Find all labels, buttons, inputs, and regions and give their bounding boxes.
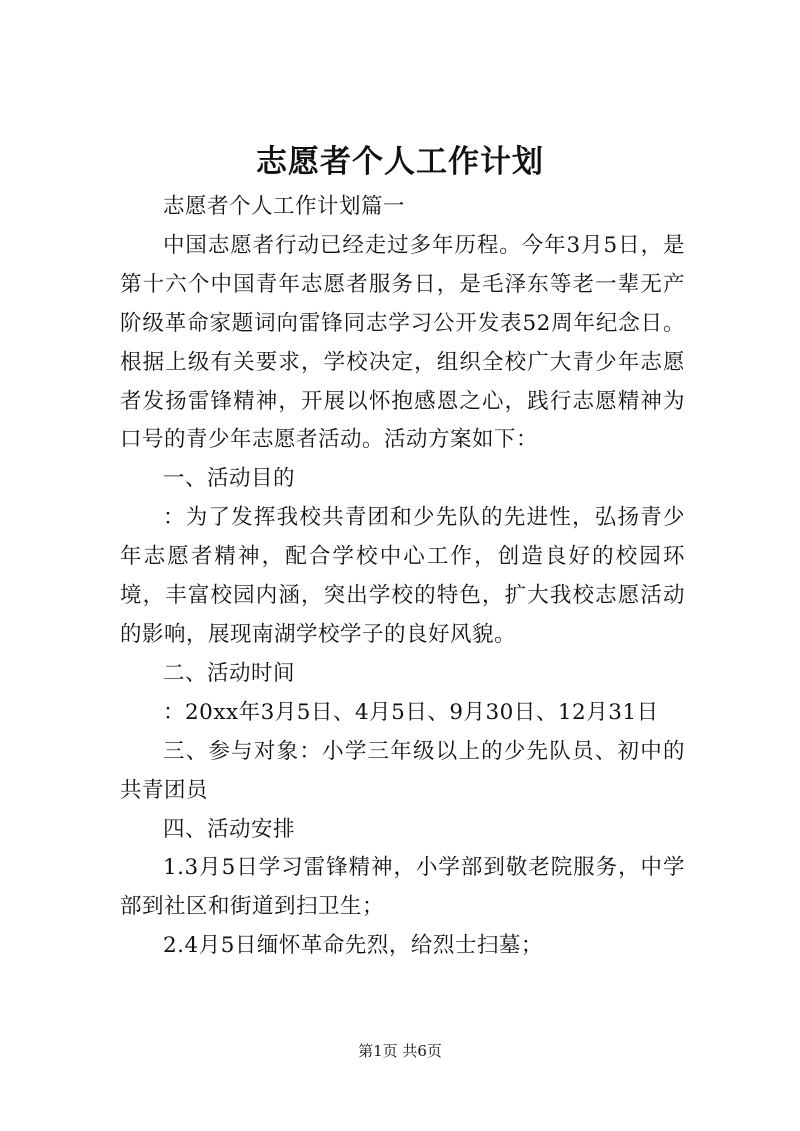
purpose-heading: 一、活动目的 <box>163 466 296 492</box>
purpose-paragraph: ：为了发挥我校共青团和少先队的先进性，弘扬青少年志愿者精神，配合学校中心工作，创造良好的校园环境，丰富校园内涵，突出学校的特色，扩大我校志愿活动的影响，展现南湖学校学子的良好风貌。 <box>120 505 685 647</box>
section-heading: 志愿者个人工作计划篇一 <box>163 194 406 219</box>
arrangement-heading: 四、活动安排 <box>163 816 296 842</box>
intro-paragraph: 中国志愿者行动已经走过多年历程。今年3月5日，是第十六个中国青年志愿者服务日，是毛泽东等老一辈无产阶级革命家题词向雷锋同志学习公开发表52周年纪念日。根据上级有关要求，学校决定，组织全校广大青少年志愿者发扬雷锋精神，开展以怀抱感恩之心，践行志愿精神为口号的青少年志愿者活动。活动方案如下： <box>120 232 685 453</box>
document-title: 志愿者个人工作计划 <box>256 144 544 180</box>
arrangement-item-1: 1.3月5日学习雷锋精神，小学部到敬老院服务，中学部到社区和街道到扫卫生； <box>120 855 685 920</box>
time-paragraph: ：20xx年3月5日、4月5日、9月30日、12月31日 <box>163 699 659 725</box>
participants-paragraph: 三、参与对象：小学三年级以上的少先队员、初中的共青团员 <box>120 738 685 803</box>
document-body <box>120 188 685 966</box>
time-heading: 二、活动时间 <box>163 660 296 686</box>
arrangement-item-2: 2.4月5日缅怀革命先烈，给烈士扫墓； <box>163 933 543 959</box>
page-footer: 第1页 共6页 <box>358 1042 442 1060</box>
